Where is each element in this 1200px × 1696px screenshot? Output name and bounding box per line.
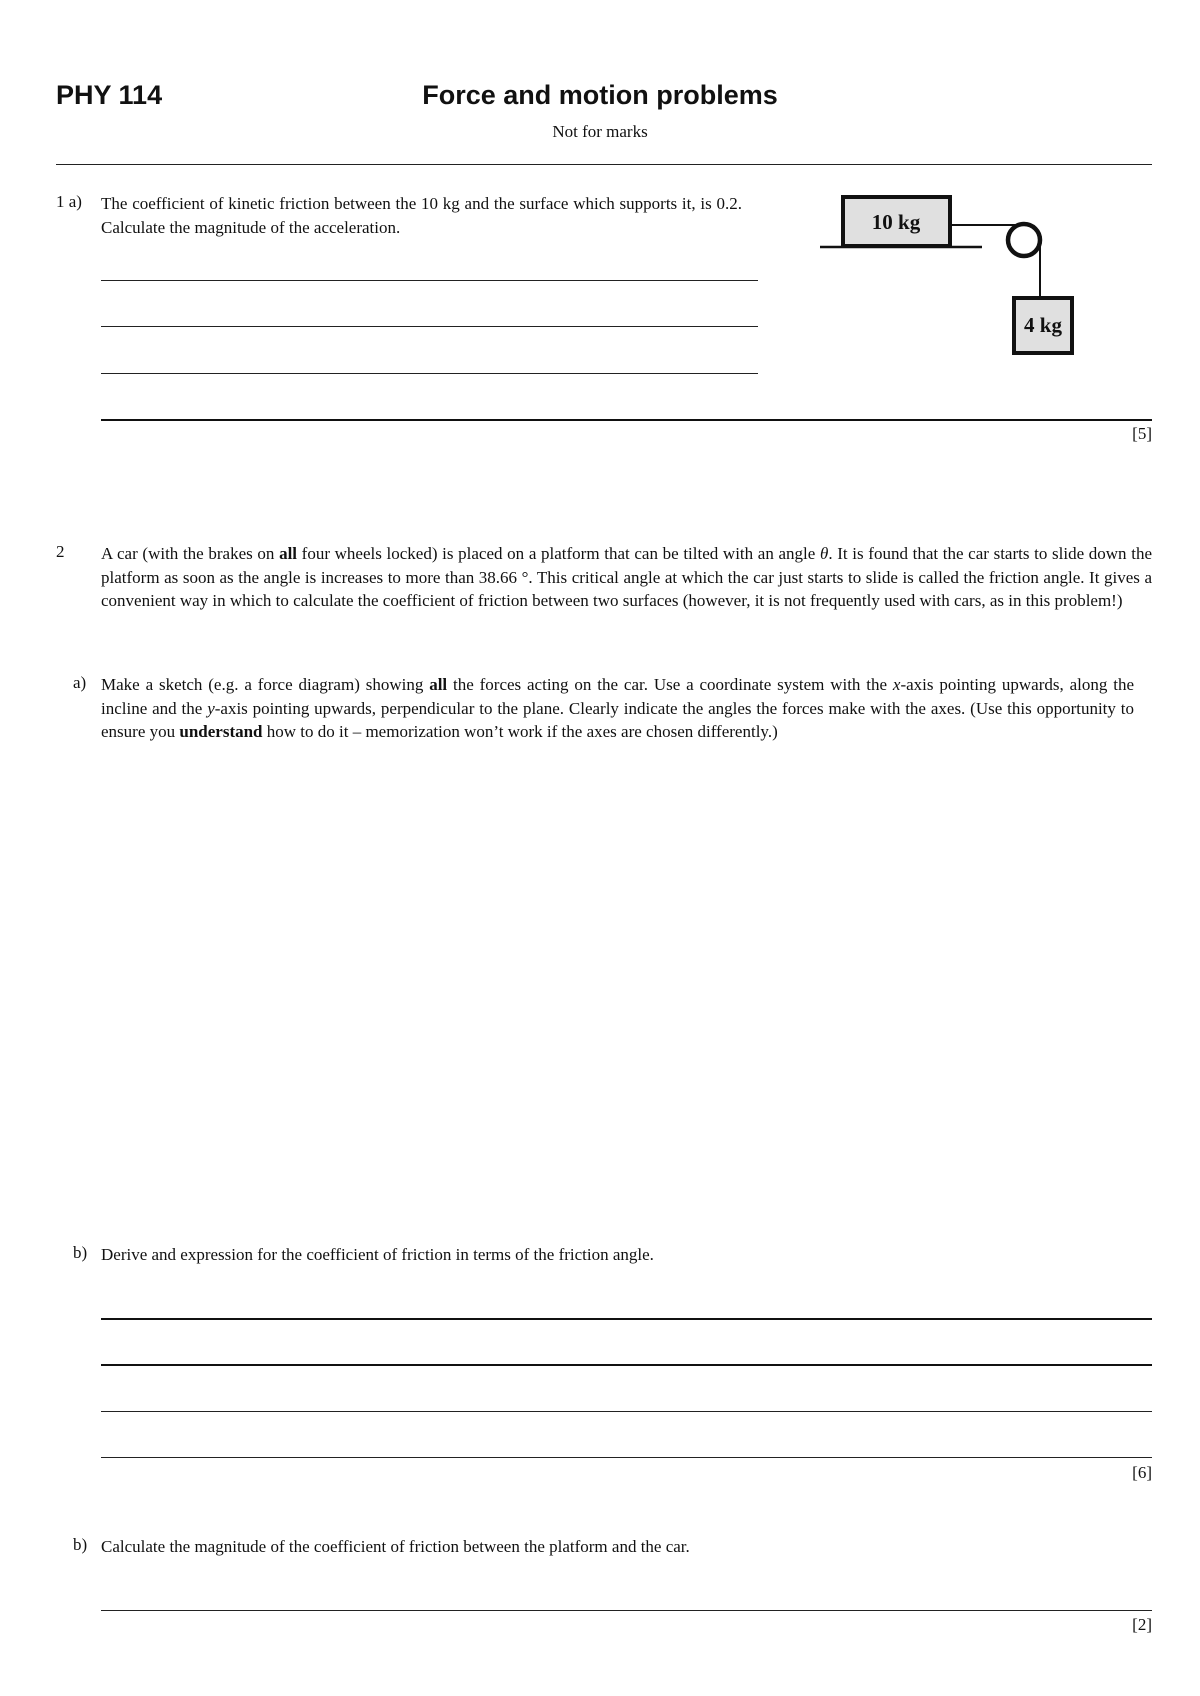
q2-intro-part: . It is found that the car starts to slide down the platform as soon as the angle is increases to more than 38.66 °. This critical angle at which the car just starts to slide is called the friction angle. It gives a convenient way in which to calculate the coefficient of friction between two surfaces (however, it is not frequently used with cars, as in this problem!) (101, 544, 1152, 610)
header-divider (56, 164, 1152, 165)
theta-symbol: θ (819, 544, 829, 563)
q2b2-label: b) (73, 1535, 88, 1554)
q2b2-text: Calculate the magnitude of the coefficient of friction between the platform and the car. (101, 1537, 690, 1556)
q2b-answer-line (101, 1318, 1152, 1320)
q2b2-answer-line (101, 1610, 1152, 1611)
q2a-text-part: the forces acting on the car. Use a coordinate system with the (447, 675, 893, 694)
page-title: Force and motion problems (422, 80, 778, 110)
q1-answer-line (101, 373, 758, 374)
q2b-answer-line (101, 1364, 1152, 1366)
table-block-mass: 10 kg (871, 210, 921, 234)
course-code: PHY 114 (56, 80, 163, 110)
q1-answer-line (101, 326, 758, 327)
q1-number: 1 a) (56, 192, 82, 211)
q2a-emphasis: all (429, 675, 448, 694)
pulley-diagram (810, 190, 1110, 370)
y-axis-symbol: y (207, 698, 215, 718)
q2b-label: b) (73, 1243, 88, 1262)
q2b2-marks: [2] (1132, 1615, 1152, 1634)
q2b-text: Derive and expression for the coefficient of friction in terms of the friction angle. (101, 1245, 654, 1264)
hanging-block-mass: 4 kg (1024, 313, 1062, 337)
q2-intro-part: four wheels locked) is placed on a platform that can be tilted with an angle (297, 544, 820, 563)
q1-answer-line (101, 419, 1152, 421)
pulley-wheel (1008, 224, 1040, 256)
q2a-emphasis: understand (179, 722, 263, 741)
q2a-text-part: how to do it – memorization won’t work if the axes are chosen differently.) (262, 722, 778, 741)
q2b-answer-line (101, 1411, 1152, 1412)
q1-marks: [5] (1132, 424, 1152, 443)
q2b-marks: [6] (1132, 1463, 1152, 1482)
q2b-answer-line (101, 1457, 1152, 1458)
q2-intro-part: A car (with the brakes on (101, 544, 280, 563)
q2a-text-part: -axis pointing upwards, along the incline and the (101, 675, 1134, 718)
q1-answer-line (101, 280, 758, 281)
q2-intro-emphasis: all (279, 544, 298, 563)
q2a-text (101, 673, 1134, 744)
x-axis-symbol: x (892, 675, 901, 694)
q1-text: The coefficient of kinetic friction between the 10 kg and the surface which supports it, is 0.2. Calculate the magnitude of the acceleration. (101, 194, 742, 237)
page-subtitle: Not for marks (552, 122, 648, 141)
q2a-text-part: -axis pointing upwards, perpendicular to the plane. Clearly indicate the angles the forces make with the axes. (Use this opportunity to ensure you (101, 698, 1134, 741)
q2a-label: a) (73, 673, 87, 692)
q2a-text-part: Make a sketch (e.g. a force diagram) showing (101, 675, 430, 694)
q2-number: 2 (56, 542, 65, 561)
q2-intro (101, 542, 1152, 613)
